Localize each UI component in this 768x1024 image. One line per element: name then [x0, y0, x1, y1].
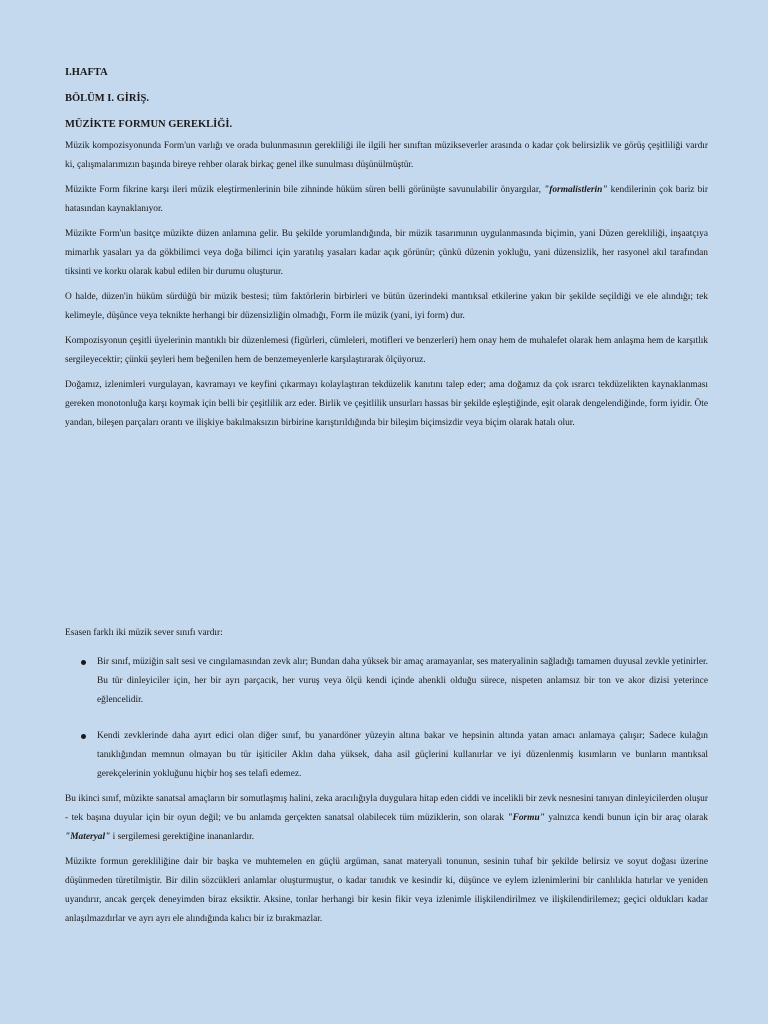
paragraph-8-text-c: yalnızca kendi bunun için bir araç olarak: [544, 813, 708, 823]
paragraph-5: Kompozisyonun çeşitli üyelerinin mantıklı bir düzenlemesi (figürleri, cümleleri, motifleri ve benzerleri) hem onay hem de muhalefet olarak hem anlaşma hem de karşıtlık sergileyecektir; çünkü şeyleri hem beğenilen hem de benzemeyenlerle karşılaştırarak ölçüyoruz.: [65, 336, 708, 365]
paragraph-8-text-a: Bu ikinci sınıf, müzikte sanatsal amaçların bir somutlaşmış halini, zeka aracılığıyla duygulara hitap eden ciddi ve incelikli bir zevk nesnesini tanıyan dinleyicilerden oluşur - tek başına duyular için bir oyun değil; ve bu anlamda gerçekten sanatsal olabilecek tüm müziklerin, son olarak: [65, 794, 708, 823]
list-item-text: Bir sınıf, müziğin salt sesi ve cıngılamasından zevk alır; Bundan daha yüksek bir amaç aramayanlar, ses materyalinin sağladığı tamamen duyusal zevkle yetinirler. Bu tür dinleyiciler için, her bir ayrı parçacık, her vuruş veya ölçü kendi içinde ahenkli olduğu sürece, nispeten anlamsız bir ton ve akor dizisi yeterince eğlencelidir.: [97, 657, 708, 705]
bullet-icon: [81, 734, 86, 739]
paragraph-3: Müzikte Form'un basitçe müzikte düzen anlamına gelir. Bu şekilde yorumlandığında, bir müzik tasarımının uygulanmasında biçimin, yani Düzen gerekliliği, inşaatçıya mimarlık yasaları ya da gökbilimci veya doğa bilimci için yaratılış yasaları kadar açık görünür; çünkü düzenin yokluğu, yani düzensizlik, her rasyonel akıl tarafından tiksinti ve korku olarak kabul edilen bir durumu oluşturur.: [65, 229, 708, 277]
chapter-heading: BÖLÜM I. GİRİŞ.: [65, 93, 150, 104]
paragraph-4: O halde, düzen'in hüküm sürdüğü bir müzik bestesi; tüm faktörlerin birbirleri ve bütün üzerindeki mantıksal etkilerine yakın bir şekilde seçildiği ve ele alındığı; tek kelimeyle, düşünce veya teknikte herhangi bir düzensizliğin olmadığı, Form ile müzik (yani, iyi form) dur.: [65, 292, 708, 321]
list-item: [97, 653, 708, 710]
paragraph-2-text-c: kendilerinin çok bariz bir hatasından kaynaklanıyor.: [65, 185, 708, 214]
formalists-term: "formalistlerin": [544, 185, 608, 195]
paragraph-8: [65, 790, 708, 847]
list-item: [97, 727, 708, 784]
paragraph-1: Müzik kompozisyonunda Form'un varlığı ve orada bulunmasının gerekliliği ile ilgili her sınıftan müzikseverler arasında o kadar çok belirsizlik ve görüş çeşitliliği vardır ki, çalışmalarımızın başında bireye rehber olarak birkaç genel ilke sunulması düşünülmüştür.: [65, 141, 708, 170]
section-heading: MÜZİKTE FORMUN GEREKLİĞİ.: [65, 119, 233, 130]
paragraph-7: Esasen farklı iki müzik sever sınıfı vardır:: [65, 628, 223, 638]
paragraph-9: Müzikte formun gerekliliğine dair bir başka ve muhtemelen en güçlü argüman, sanat materyali tonunun, sesinin tuhaf bir şekilde belirsiz ve soyut doğası üzerine düşünmeden türetilmiştir. Bir dilin sözcükleri anlamlar oluşturmuştur, o kadar tanıdık ve kesindir ki, düşünce ve eylem izlenimlerini bir canlılıkla hatırlar ve yeniden uyandırır, ancak gerçek deneyimden biraz eksiktir. Aksine, tonlar herhangi bir kesin fikir veya izlenimle ilişkilendirilmez ve ilişkilendirilemez; geçici oldukları kadar anlaşılmazdırlar ve ayrı ayrı ele alındığında kalıcı bir iz bırakmazlar.: [65, 857, 708, 924]
bullet-icon: [81, 660, 86, 665]
week-heading: I.HAFTA: [65, 67, 108, 78]
list-item-text: Kendi zevklerinde daha ayırt edici olan diğer sınıf, bu yanardöner yüzeyin altına bakar ve hepsinin altında yatan amacı anlamaya çalışır; Sadece kulağın tanıklığından memnun olmayan bu tür işiticiler Aklın daha yüksek, daha asil güçlerini kullanırlar ve iyi düzenlenmiş kısımların ve bunların mantıksal gerekçelerinin yokluğunu hiçbir hoş ses telafi edemez.: [97, 731, 708, 779]
bullet-list: [65, 653, 708, 784]
paragraph-6: Doğamız, izlenimleri vurgulayan, kavramayı ve keyfini çıkarmayı kolaylaştıran tekdüzelik kanıtını talep eder; ama doğamız da çok ısrarcı tekdüzelikten kaynaklanması gereken monotonluğa karşı koymak için belli bir çeşitlilik arz eder. Birlik ve çeşitlilik unsurları hassas bir şekilde eşleştiğinde, eşit olarak dengelendiğinde, form iyidir. Öte yandan, bileşen parçaları orantı ve ilişkiye bakılmaksızın birbirine karıştırıldığında bir bileşim biçimsizdir veya biçim olarak hatalı olur.: [65, 380, 708, 428]
form-term: "Formu": [507, 813, 545, 823]
blank-space: [65, 433, 708, 618]
paragraph-8-text-e: i sergilemesi gerektiğine inananlardır.: [110, 832, 255, 842]
paragraph-2: [65, 181, 708, 219]
paragraph-2-text-a: Müzikte Form fikrine karşı ileri müzik eleştirmenlerinin bile zihninde hüküm süren belli görünüşte savunulabilir önyargılar,: [65, 185, 545, 195]
material-term: "Materyal": [65, 832, 111, 842]
